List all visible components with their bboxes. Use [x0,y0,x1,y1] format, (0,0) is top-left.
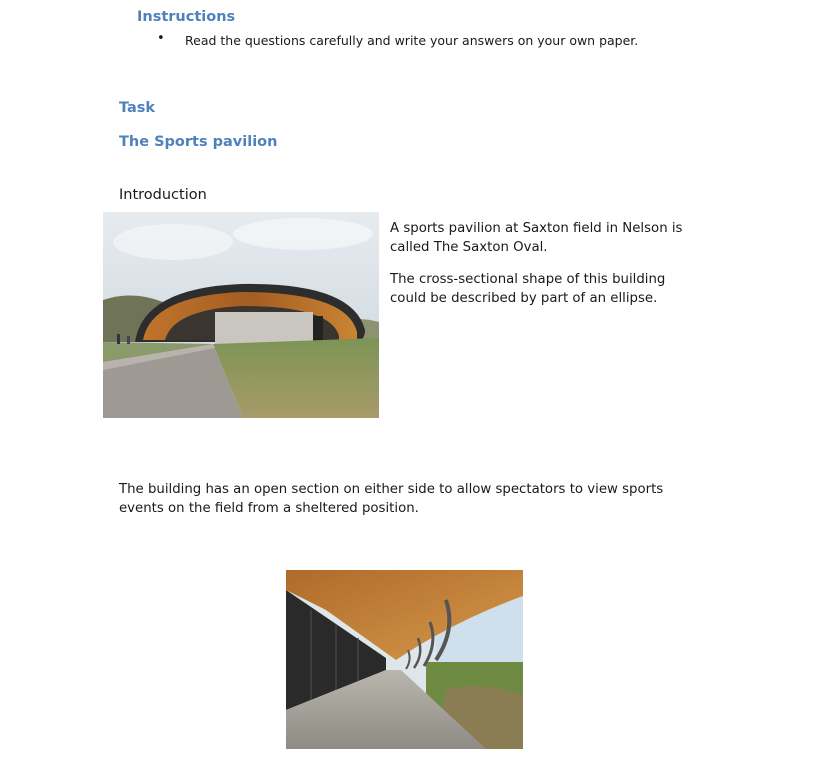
pavilion-walkway-photo [286,570,523,749]
bullet-icon: • [157,31,165,46]
task-heading: Task [119,100,156,116]
pavilion-exterior-photo [103,212,379,418]
introduction-heading: Introduction [119,187,207,203]
task-title: The Sports pavilion [119,134,278,150]
intro-paragraph-2: The cross-sectional shape of this building could be described by part of an ellipse. [390,272,666,306]
intro-paragraph-1: A sports pavilion at Saxton field in Nelson is called The Saxton Oval. [390,221,683,255]
instructions-heading: Instructions [137,9,236,25]
description-paragraph: The building has an open section on either side to allow spectators to view sports events on the field from a sheltered position. [119,482,664,516]
instruction-item: Read the questions carefully and write your answers on your own paper. [185,33,639,48]
